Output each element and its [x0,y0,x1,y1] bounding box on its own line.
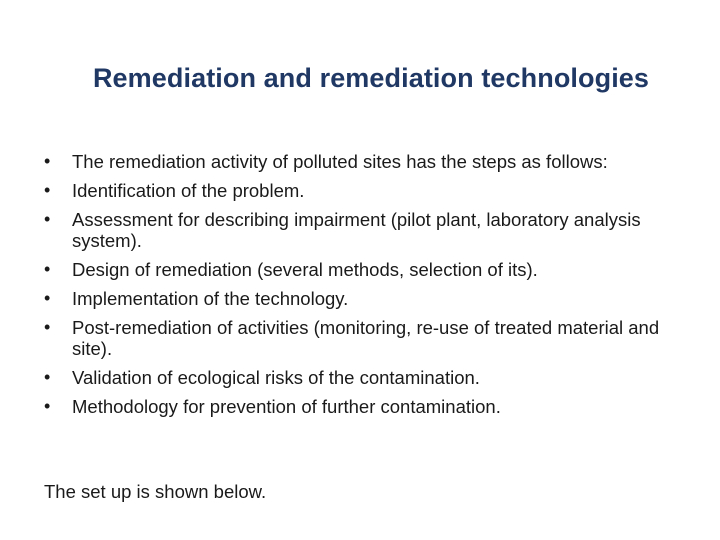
bullet-item [44,180,684,201]
bullet-item [44,317,684,359]
bullet-list [44,151,684,425]
bullet-text: Validation of ecological risks of the contamination. [72,367,480,388]
bullet-icon: • [44,259,51,279]
bullet-icon: • [44,288,51,308]
bullet-item [44,396,684,417]
bullet-icon: • [44,151,51,171]
bullet-item [44,209,684,251]
bullet-item [44,288,684,309]
bullet-text: The remediation activity of polluted sites has the steps as follows: [72,151,608,172]
bullet-text: Implementation of the technology. [72,288,349,309]
bullet-text: Identification of the problem. [72,180,305,201]
slide-title: Remediation and remediation technologies [92,63,650,93]
bullet-text: Methodology for prevention of further contamination. [72,396,501,417]
bullet-item [44,367,684,388]
bullet-icon: • [44,367,51,387]
bullet-text: Design of remediation (several methods, selection of its). [72,259,538,280]
bullet-item [44,151,684,172]
bullet-icon: • [44,180,51,200]
bullet-item [44,259,684,280]
bullet-icon: • [44,209,51,229]
footer-text: The set up is shown below. [44,481,267,502]
bullet-icon: • [44,317,51,337]
bullet-text: Post-remediation of activities (monitoring, re-use of treated material and site). [72,317,660,359]
bullet-icon: • [44,396,51,416]
bullet-text: Assessment for describing impairment (pilot plant, laboratory analysis system). [72,209,641,251]
